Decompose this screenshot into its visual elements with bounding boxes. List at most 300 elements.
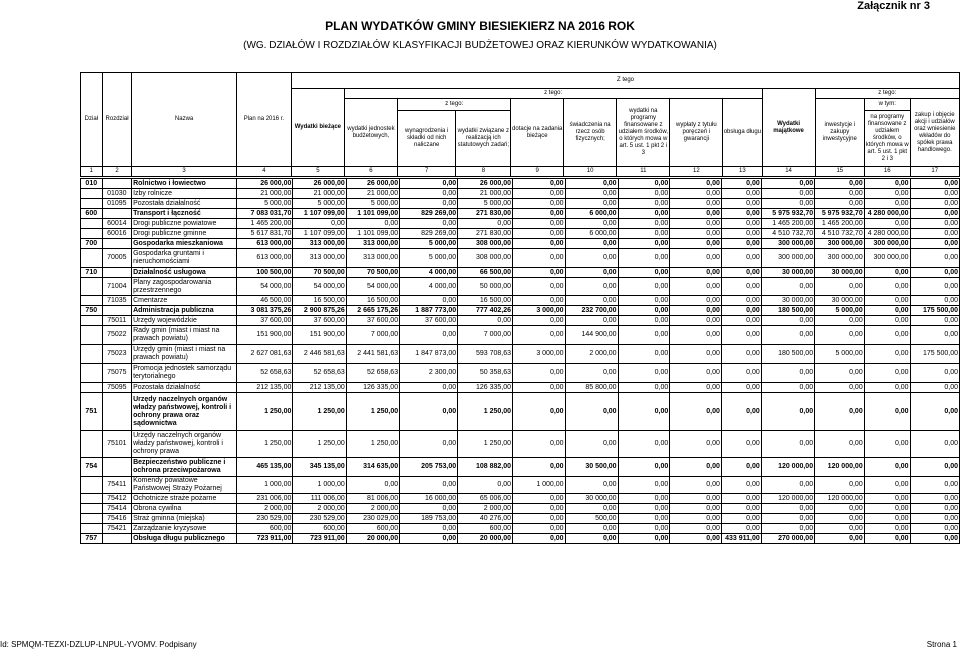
value-cell: 0,00 [565, 524, 618, 534]
value-cell: 0,00 [721, 458, 761, 477]
name-cell: Straż gminna (miejska) [132, 514, 237, 524]
value-cell: 0,00 [761, 189, 814, 199]
plan-cell: 1 000,00 [237, 477, 293, 494]
table-row [81, 524, 960, 534]
value-cell: 126 335,00 [346, 383, 399, 393]
name-cell: Cmentarze [132, 296, 237, 306]
value-cell: 0,00 [400, 383, 458, 393]
value-cell: 232 700,00 [565, 306, 618, 316]
plan-cell: 52 658,63 [237, 364, 293, 383]
value-cell: 0,00 [670, 514, 722, 524]
value-cell: 0,00 [910, 179, 959, 189]
value-cell: 230 529,00 [293, 514, 346, 524]
rozdzial-cell [102, 179, 132, 189]
value-cell: 21 000,00 [458, 189, 513, 199]
table-row [81, 219, 960, 229]
dzial-cell [81, 326, 103, 345]
value-cell: 0,00 [910, 524, 959, 534]
value-cell: 0,00 [618, 179, 670, 189]
section-row [81, 393, 960, 431]
value-cell: 0,00 [910, 296, 959, 306]
value-cell: 0,00 [618, 524, 670, 534]
value-cell: 1 101 099,00 [346, 229, 399, 239]
value-cell: 0,00 [346, 477, 399, 494]
value-cell: 0,00 [721, 316, 761, 326]
value-cell: 0,00 [864, 316, 910, 326]
annex-label: Załącznik nr 3 [857, 0, 930, 12]
value-cell: 0,00 [910, 504, 959, 514]
name-cell: Drogi publiczne gminne [132, 229, 237, 239]
value-cell: 4 000,00 [400, 268, 458, 278]
value-cell: 4 280 000,00 [864, 209, 910, 219]
value-cell: 0,00 [400, 199, 458, 209]
plan-cell: 7 083 031,70 [237, 209, 293, 219]
value-cell: 0,00 [513, 364, 566, 383]
value-cell: 777 402,26 [458, 306, 513, 316]
table-row [81, 431, 960, 458]
hdr-wydatki-biezace: Wydatki bieżące [292, 89, 345, 167]
value-cell: 2 000,00 [565, 345, 618, 364]
dzial-cell [81, 278, 103, 296]
value-cell: 433 911,00 [721, 534, 761, 544]
value-cell: 0,00 [618, 364, 670, 383]
value-cell: 0,00 [721, 494, 761, 504]
plan-cell: 5 000,00 [237, 199, 293, 209]
value-cell: 5 975 932,70 [815, 209, 865, 219]
value-cell: 0,00 [400, 431, 458, 458]
value-cell: 300 000,00 [864, 249, 910, 268]
name-cell: Zarządzanie kryzysowe [132, 524, 237, 534]
value-cell: 0,00 [815, 514, 865, 524]
plan-cell: 2 000,00 [237, 504, 293, 514]
value-cell: 5 000,00 [815, 345, 865, 364]
rozdzial-cell: 01095 [102, 199, 132, 209]
dzial-cell [81, 296, 103, 306]
table-row [81, 229, 960, 239]
expenditure-table [80, 178, 960, 544]
name-cell: Izby rolnicze [132, 189, 237, 199]
value-cell: 0,00 [513, 326, 566, 345]
hdr-poreczenia: wypłaty z tytułu poręczeń i gwarancji [670, 99, 723, 167]
value-cell: 37 600,00 [400, 316, 458, 326]
column-number: 6 [344, 167, 397, 177]
column-number: 8 [456, 167, 511, 177]
column-numbers-row [81, 167, 960, 177]
value-cell: 0,00 [721, 383, 761, 393]
value-cell: 0,00 [721, 199, 761, 209]
value-cell: 0,00 [721, 393, 761, 431]
value-cell: 600,00 [346, 524, 399, 534]
name-cell: Bezpieczeństwo publiczne i ochrona przeciwpożarowa [132, 458, 237, 477]
plan-cell: 465 135,00 [237, 458, 293, 477]
value-cell: 0,00 [513, 209, 566, 219]
dzial-cell: 700 [81, 239, 103, 249]
dzial-cell: 751 [81, 393, 103, 431]
rozdzial-cell: 71004 [102, 278, 132, 296]
name-cell: Plany zagospodarowania przestrzennego [132, 278, 237, 296]
value-cell: 1 250,00 [458, 393, 513, 431]
value-cell: 300 000,00 [761, 239, 814, 249]
rozdzial-cell: 70005 [102, 249, 132, 268]
table-row [81, 364, 960, 383]
value-cell: 0,00 [513, 458, 566, 477]
value-cell: 0,00 [618, 199, 670, 209]
value-cell: 0,00 [910, 268, 959, 278]
value-cell: 0,00 [721, 296, 761, 306]
dzial-cell: 757 [81, 534, 103, 544]
dzial-cell: 600 [81, 209, 103, 219]
value-cell: 0,00 [864, 219, 910, 229]
name-cell: Transport i łączność [132, 209, 237, 219]
value-cell: 0,00 [815, 189, 865, 199]
value-cell: 0,00 [815, 504, 865, 514]
value-cell: 0,00 [670, 393, 722, 431]
value-cell: 0,00 [458, 316, 513, 326]
value-cell: 300 000,00 [761, 249, 814, 268]
plan-cell: 100 500,00 [237, 268, 293, 278]
value-cell: 1 250,00 [458, 431, 513, 458]
column-number: 16 [864, 167, 910, 177]
value-cell: 37 600,00 [346, 316, 399, 326]
table-row [81, 199, 960, 209]
value-cell: 30 000,00 [761, 296, 814, 306]
value-cell: 0,00 [670, 431, 722, 458]
value-cell: 21 000,00 [346, 189, 399, 199]
hdr-plan: Plan na 2016 r. [236, 73, 291, 167]
plan-cell: 230 529,00 [237, 514, 293, 524]
value-cell: 0,00 [458, 219, 513, 229]
table-header [80, 72, 960, 177]
value-cell: 0,00 [721, 278, 761, 296]
value-cell: 0,00 [721, 249, 761, 268]
value-cell: 600,00 [458, 524, 513, 534]
rozdzial-cell: 60016 [102, 229, 132, 239]
value-cell: 0,00 [565, 364, 618, 383]
value-cell: 0,00 [670, 189, 722, 199]
dzial-cell: 010 [81, 179, 103, 189]
value-cell: 1 847 873,00 [400, 345, 458, 364]
value-cell: 0,00 [864, 458, 910, 477]
name-cell: Pozostała działalność [132, 199, 237, 209]
value-cell: 26 000,00 [293, 179, 346, 189]
value-cell: 0,00 [670, 219, 722, 229]
plan-cell: 26 000,00 [237, 179, 293, 189]
table-row [81, 504, 960, 514]
value-cell: 0,00 [565, 504, 618, 514]
table-row [81, 296, 960, 306]
value-cell: 0,00 [513, 229, 566, 239]
value-cell: 0,00 [400, 179, 458, 189]
value-cell: 0,00 [761, 524, 814, 534]
value-cell: 0,00 [910, 239, 959, 249]
plan-cell: 231 006,00 [237, 494, 293, 504]
value-cell: 0,00 [618, 189, 670, 199]
hdr-z-tego-inner: z tego: [398, 99, 511, 111]
value-cell: 0,00 [670, 249, 722, 268]
name-cell: Urzędy naczelnych organów władzy państwowej, kontroli i ochrony prawa oraz sądownictwa [132, 393, 237, 431]
table-row [81, 278, 960, 296]
value-cell: 300 000,00 [815, 239, 865, 249]
value-cell: 52 658,63 [293, 364, 346, 383]
table-row [81, 477, 960, 494]
value-cell: 0,00 [670, 383, 722, 393]
section-row [81, 534, 960, 544]
value-cell: 0,00 [864, 296, 910, 306]
value-cell: 16 500,00 [458, 296, 513, 306]
value-cell: 3 000,00 [513, 345, 566, 364]
value-cell: 5 000,00 [815, 306, 865, 316]
value-cell: 0,00 [513, 514, 566, 524]
value-cell: 0,00 [721, 229, 761, 239]
dzial-cell [81, 431, 103, 458]
column-number: 9 [511, 167, 564, 177]
document-subtitle: (WG. DZIAŁÓW I ROZDZIAŁÓW KLASYFIKACJI BUDŻETOWEJ ORAZ KIERUNKÓW WYDATKOWANIA) [243, 40, 717, 51]
dzial-cell: 750 [81, 306, 103, 316]
value-cell: 70 500,00 [293, 268, 346, 278]
value-cell: 0,00 [618, 326, 670, 345]
value-cell: 0,00 [910, 189, 959, 199]
value-cell: 0,00 [618, 249, 670, 268]
hdr-z-tego: z tego: [344, 89, 762, 99]
value-cell: 0,00 [670, 326, 722, 345]
value-cell: 271 830,00 [458, 229, 513, 239]
plan-cell: 151 900,00 [237, 326, 293, 345]
value-cell: 0,00 [513, 504, 566, 514]
value-cell: 120 000,00 [815, 494, 865, 504]
value-cell: 0,00 [565, 431, 618, 458]
value-cell: 0,00 [815, 524, 865, 534]
value-cell: 0,00 [721, 179, 761, 189]
value-cell: 0,00 [618, 229, 670, 239]
value-cell: 0,00 [721, 504, 761, 514]
value-cell: 0,00 [761, 316, 814, 326]
column-number: 13 [723, 167, 762, 177]
value-cell: 0,00 [400, 534, 458, 544]
value-cell: 6 000,00 [565, 209, 618, 219]
plan-cell: 46 500,00 [237, 296, 293, 306]
value-cell: 0,00 [513, 219, 566, 229]
rozdzial-cell: 60014 [102, 219, 132, 229]
value-cell: 0,00 [910, 278, 959, 296]
value-cell: 0,00 [864, 189, 910, 199]
value-cell: 0,00 [618, 296, 670, 306]
rozdzial-cell: 71035 [102, 296, 132, 306]
hdr-akcje: zakup i objęcie akcji i udziałów oraz wniesienie wkładów do spółek prawa handlowego. [910, 99, 960, 167]
hdr-w-tym: w tym: [864, 99, 910, 111]
value-cell: 0,00 [910, 229, 959, 239]
value-cell: 0,00 [721, 477, 761, 494]
value-cell: 0,00 [721, 306, 761, 316]
value-cell: 0,00 [864, 504, 910, 514]
hdr-z-tego-top: Z tego [292, 73, 960, 89]
value-cell: 1 107 099,00 [293, 209, 346, 219]
value-cell: 54 000,00 [293, 278, 346, 296]
value-cell: 313 000,00 [346, 239, 399, 249]
column-number: 3 [132, 167, 236, 177]
dzial-cell [81, 383, 103, 393]
footer-document-id: Id: SPMQM-TEZXI-DZLUP-LNPUL-YVOMV. Podpisany [0, 640, 197, 649]
value-cell: 5 000,00 [458, 199, 513, 209]
value-cell: 1 250,00 [346, 393, 399, 431]
value-cell: 0,00 [864, 268, 910, 278]
value-cell: 1 887 773,00 [400, 306, 458, 316]
value-cell: 0,00 [815, 316, 865, 326]
value-cell: 1 000,00 [513, 477, 566, 494]
rozdzial-cell [102, 268, 132, 278]
value-cell: 0,00 [513, 179, 566, 189]
hdr-programy-majatkowe: na programy finansowane z udziałem środków, o których mowa w art. 5 ust. 1 pkt 2 i 3 [864, 111, 910, 167]
table-row [81, 514, 960, 524]
name-cell: Obrona cywilna [132, 504, 237, 514]
value-cell: 126 335,00 [458, 383, 513, 393]
value-cell: 0,00 [670, 494, 722, 504]
value-cell: 0,00 [864, 534, 910, 544]
plan-cell: 5 617 831,70 [237, 229, 293, 239]
column-number: 12 [670, 167, 723, 177]
value-cell: 0,00 [815, 199, 865, 209]
value-cell: 0,00 [565, 534, 618, 544]
value-cell: 0,00 [400, 326, 458, 345]
rozdzial-cell: 01030 [102, 189, 132, 199]
value-cell: 0,00 [513, 316, 566, 326]
column-number: 17 [910, 167, 960, 177]
hdr-rozdzial: Rozdział [102, 73, 132, 167]
value-cell: 30 000,00 [815, 268, 865, 278]
value-cell: 1 107 099,00 [293, 229, 346, 239]
value-cell: 20 000,00 [346, 534, 399, 544]
value-cell: 3 000,00 [513, 306, 566, 316]
value-cell: 0,00 [618, 383, 670, 393]
section-row [81, 179, 960, 189]
name-cell: Ochotnicze straże pożarne [132, 494, 237, 504]
value-cell: 0,00 [815, 179, 865, 189]
value-cell: 0,00 [721, 209, 761, 219]
value-cell: 0,00 [864, 393, 910, 431]
value-cell: 111 006,00 [293, 494, 346, 504]
value-cell: 0,00 [618, 393, 670, 431]
rozdzial-cell: 75095 [102, 383, 132, 393]
value-cell: 0,00 [721, 345, 761, 364]
dzial-cell [81, 477, 103, 494]
dzial-cell [81, 524, 103, 534]
value-cell: 0,00 [670, 278, 722, 296]
plan-cell: 212 135,00 [237, 383, 293, 393]
value-cell: 1 101 099,00 [346, 209, 399, 219]
value-cell: 0,00 [670, 316, 722, 326]
value-cell: 0,00 [910, 383, 959, 393]
value-cell: 0,00 [513, 249, 566, 268]
hdr-programy: wydatki na programy finansowane z udziałem środków, o których mowa w art. 5 ust. 1 pkt 2 i 3 [617, 99, 670, 167]
value-cell: 0,00 [346, 219, 399, 229]
section-row [81, 268, 960, 278]
table-row [81, 189, 960, 199]
value-cell: 0,00 [565, 219, 618, 229]
value-cell: 120 000,00 [761, 494, 814, 504]
value-cell: 0,00 [565, 189, 618, 199]
hdr-zwiazane: wydatki związane z realizacją ich statutowych zadań; [456, 111, 511, 167]
value-cell: 0,00 [721, 219, 761, 229]
value-cell: 1 250,00 [293, 431, 346, 458]
value-cell: 1 465 200,00 [815, 219, 865, 229]
value-cell: 16 000,00 [400, 494, 458, 504]
name-cell: Pozostała działalność [132, 383, 237, 393]
rozdzial-cell [102, 534, 132, 544]
column-number: 10 [564, 167, 617, 177]
value-cell: 30 500,00 [565, 458, 618, 477]
value-cell: 0,00 [670, 504, 722, 514]
value-cell: 0,00 [761, 477, 814, 494]
table-row [81, 383, 960, 393]
name-cell: Obsługa długu publicznego [132, 534, 237, 544]
value-cell: 0,00 [910, 199, 959, 209]
value-cell: 313 000,00 [293, 249, 346, 268]
value-cell: 0,00 [815, 534, 865, 544]
value-cell: 5 000,00 [400, 249, 458, 268]
value-cell: 0,00 [761, 393, 814, 431]
value-cell: 300 000,00 [815, 249, 865, 268]
dzial-cell [81, 504, 103, 514]
value-cell: 175 500,00 [910, 306, 959, 316]
value-cell: 5 000,00 [346, 199, 399, 209]
value-cell: 0,00 [761, 514, 814, 524]
value-cell: 0,00 [761, 278, 814, 296]
value-cell: 0,00 [400, 524, 458, 534]
rozdzial-cell [102, 458, 132, 477]
plan-cell: 613 000,00 [237, 239, 293, 249]
value-cell: 85 800,00 [565, 383, 618, 393]
value-cell: 7 000,00 [458, 326, 513, 345]
value-cell: 120 000,00 [761, 458, 814, 477]
value-cell: 205 753,00 [400, 458, 458, 477]
table-row [81, 345, 960, 364]
value-cell: 0,00 [293, 219, 346, 229]
value-cell: 0,00 [761, 326, 814, 345]
value-cell: 0,00 [513, 268, 566, 278]
value-cell: 0,00 [910, 477, 959, 494]
column-number: 5 [292, 167, 345, 177]
hdr-dotacje: dotacje na zadania bieżące [511, 99, 564, 167]
value-cell: 108 882,00 [458, 458, 513, 477]
plan-cell: 1 250,00 [237, 393, 293, 431]
value-cell: 0,00 [864, 431, 910, 458]
value-cell: 0,00 [618, 306, 670, 316]
hdr-wynagrodzenia: wynagrodzenia i składki od nich naliczane [398, 111, 456, 167]
value-cell: 0,00 [864, 383, 910, 393]
value-cell: 21 000,00 [293, 189, 346, 199]
value-cell: 0,00 [910, 534, 959, 544]
value-cell: 0,00 [670, 199, 722, 209]
value-cell: 300 000,00 [864, 239, 910, 249]
value-cell: 16 500,00 [293, 296, 346, 306]
value-cell: 314 635,00 [346, 458, 399, 477]
value-cell: 30 000,00 [761, 268, 814, 278]
value-cell: 500,00 [565, 514, 618, 524]
name-cell: Gospodarka gruntami i nieruchomościami [132, 249, 237, 268]
value-cell: 50 358,63 [458, 364, 513, 383]
value-cell: 0,00 [565, 477, 618, 494]
value-cell: 0,00 [910, 219, 959, 229]
value-cell: 0,00 [565, 278, 618, 296]
dzial-cell [81, 189, 103, 199]
value-cell: 52 658,63 [346, 364, 399, 383]
value-cell: 30 000,00 [565, 494, 618, 504]
dzial-cell [81, 514, 103, 524]
rozdzial-cell [102, 306, 132, 316]
value-cell: 0,00 [670, 179, 722, 189]
value-cell: 0,00 [721, 189, 761, 199]
value-cell: 0,00 [513, 534, 566, 544]
value-cell: 0,00 [910, 326, 959, 345]
